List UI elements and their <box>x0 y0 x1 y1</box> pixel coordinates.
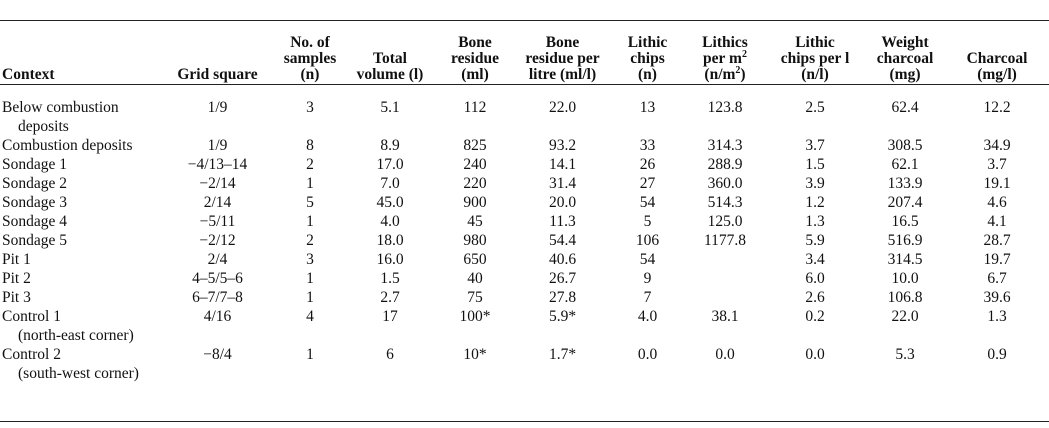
cell-samples: 1 <box>306 175 314 192</box>
cell-lithic-chips-per-l: 2.5 <box>805 99 825 116</box>
cell-weight-charcoal: 133.9 <box>887 175 923 192</box>
cell-grid-square: 1/9 <box>207 99 228 116</box>
cell-samples: 3 <box>306 99 314 116</box>
table-row <box>0 136 1049 155</box>
table-row <box>0 269 1049 288</box>
cell-lithic-chips-per-l: 3.4 <box>805 251 825 268</box>
context-label: Sondage 1 <box>2 156 68 173</box>
cell-bone-residue-per-litre: 26.7 <box>548 270 577 287</box>
cell-weight-charcoal: 62.4 <box>891 99 919 116</box>
cell-charcoal-mg-l: 34.9 <box>983 137 1011 154</box>
header-line: Lithic <box>627 34 668 51</box>
cell-lithics-per-m2 <box>685 288 765 307</box>
context-label: Sondage 5 <box>2 232 68 249</box>
cell-bone-residue-per-litre: 54.4 <box>548 232 577 249</box>
cell-bone-residue-per-litre: 31.4 <box>548 175 577 192</box>
context-label: Pit 3 <box>2 289 31 306</box>
header-bone-residue-per-litre <box>515 21 610 86</box>
cell-bone-residue-per-litre: 93.2 <box>548 137 577 154</box>
cell-charcoal-mg-l: 19.7 <box>983 251 1011 268</box>
table-row <box>0 231 1049 250</box>
header-line: Charcoal <box>966 50 1028 67</box>
table-row <box>0 212 1049 231</box>
table-row <box>0 174 1049 193</box>
cell-bone-residue-per-litre: 14.1 <box>548 156 577 173</box>
cell-total-volume: 18.0 <box>376 232 404 249</box>
context-sublabel: (south-west corner) <box>18 365 139 382</box>
cell-bone-residue: 240 <box>463 156 487 173</box>
header-context <box>0 21 160 86</box>
header-line: Weight <box>881 34 929 51</box>
header-line: Lithic <box>795 34 835 51</box>
header-line: No. of <box>290 34 330 51</box>
cell-bone-residue: 40 <box>467 270 483 287</box>
bottom-rule <box>0 421 1049 422</box>
cell-weight-charcoal: 62.1 <box>891 156 919 173</box>
cell-grid-square: −2/12 <box>199 232 236 249</box>
cell-weight-charcoal: 10.0 <box>891 270 919 287</box>
header-lithics-per-m2 <box>685 21 765 86</box>
header-line: (n) <box>300 66 320 83</box>
cell-context <box>0 307 160 345</box>
cell-lithics-per-m2: 38.1 <box>711 308 739 325</box>
context-label: Below combustion <box>2 99 119 116</box>
table-row <box>0 155 1049 174</box>
header-line: Bone <box>458 34 492 51</box>
header-line: chips <box>630 50 665 67</box>
table-row <box>0 307 1049 345</box>
context-label: Sondage 2 <box>2 175 68 192</box>
cell-bone-residue-per-litre: 1.7* <box>548 346 577 363</box>
cell-charcoal-mg-l: 3.7 <box>987 156 1007 173</box>
cell-charcoal-mg-l: 0.9 <box>987 346 1007 363</box>
header-line: Context <box>2 66 55 83</box>
cell-lithic-chips: 7 <box>643 289 652 306</box>
cell-bone-residue: 112 <box>463 99 487 116</box>
header-line: (n) <box>638 66 657 83</box>
cell-context <box>0 250 160 269</box>
cell-charcoal-mg-l: 4.1 <box>987 213 1007 230</box>
cell-samples: 4 <box>306 308 314 325</box>
context-label: Sondage 3 <box>2 194 68 211</box>
table-row <box>0 98 1049 136</box>
cell-bone-residue: 825 <box>463 137 487 154</box>
cell-weight-charcoal: 22.0 <box>891 308 919 325</box>
cell-lithic-chips: 54 <box>639 251 656 268</box>
header-line: $(n/m^2)$ <box>704 64 746 83</box>
cell-lithic-chips: 13 <box>639 99 656 116</box>
cell-lithic-chips-per-l: 1.3 <box>805 213 825 230</box>
cell-context <box>0 231 160 250</box>
table-row <box>0 288 1049 307</box>
cell-total-volume: 16.0 <box>376 251 404 268</box>
cell-weight-charcoal: 16.5 <box>891 213 919 230</box>
cell-samples: 3 <box>306 251 314 268</box>
cell-lithic-chips: 26 <box>639 156 656 173</box>
cell-grid-square: −2/14 <box>199 175 236 192</box>
header-grid-square <box>160 21 275 86</box>
cell-context <box>0 136 160 155</box>
cell-context <box>0 345 160 383</box>
cell-lithics-per-m2: 123.8 <box>707 99 743 116</box>
cell-lithics-per-m2: 514.3 <box>707 194 743 211</box>
cell-bone-residue: 75 <box>467 289 483 306</box>
cell-lithic-chips-per-l: 3.7 <box>805 137 825 154</box>
cell-lithics-per-m2: 314.3 <box>707 137 743 154</box>
cell-lithic-chips-per-l: 5.9 <box>805 232 825 249</box>
cell-lithics-per-m2: 1177.8 <box>703 232 747 249</box>
cell-weight-charcoal: 516.9 <box>887 232 923 249</box>
cell-grid-square: −4/13–14 <box>187 156 248 173</box>
context-label: Sondage 4 <box>2 213 68 230</box>
cell-grid-square: 1/9 <box>207 137 228 154</box>
cell-weight-charcoal: 5.3 <box>895 346 915 363</box>
header-row <box>0 21 1049 86</box>
cell-charcoal-mg-l: 4.6 <box>987 194 1007 211</box>
cell-bone-residue-per-litre: 11.3 <box>549 213 576 230</box>
cell-lithic-chips: 5 <box>643 213 652 230</box>
cell-charcoal-mg-l: 12.2 <box>983 99 1011 116</box>
cell-charcoal-mg-l: 39.6 <box>983 289 1011 306</box>
cell-samples: 2 <box>306 232 314 249</box>
header-line: Bone <box>545 34 580 51</box>
context-sublabel: (north-east corner) <box>18 327 134 344</box>
cell-context <box>0 98 160 136</box>
cell-lithics-per-m2 <box>685 269 765 288</box>
context-label: Combustion deposits <box>2 137 133 154</box>
header-charcoal-mg-l <box>945 21 1049 86</box>
cell-charcoal-mg-l: 6.7 <box>987 270 1007 287</box>
cell-lithics-per-m2: 288.9 <box>707 156 743 173</box>
header-line: (mg) <box>889 66 921 83</box>
cell-samples: 5 <box>306 194 314 211</box>
header-line: litre (ml/l) <box>528 66 597 83</box>
header-line: Lithics <box>702 34 748 51</box>
cell-total-volume: 6 <box>386 346 394 363</box>
cell-lithic-chips: 106 <box>635 232 660 249</box>
cell-total-volume: 17 <box>382 308 398 325</box>
cell-bone-residue-per-litre: 40.6 <box>548 251 577 268</box>
cell-lithic-chips-per-l: 1.2 <box>805 194 825 211</box>
cell-samples: 8 <box>306 137 314 154</box>
cell-lithic-chips-per-l: 6.0 <box>805 270 825 287</box>
header-line: residue per <box>525 50 600 67</box>
cell-total-volume: 45.0 <box>376 194 404 211</box>
header-line: (ml) <box>461 66 489 83</box>
table-row <box>0 250 1049 269</box>
header-line: Total <box>373 50 407 67</box>
cell-samples: 1 <box>306 213 314 230</box>
context-label: Pit 1 <box>2 251 31 268</box>
context-label: Pit 2 <box>2 270 31 287</box>
cell-total-volume: 7.0 <box>380 175 400 192</box>
header-line: samples <box>283 50 337 67</box>
cell-lithics-per-m2: 125.0 <box>707 213 743 230</box>
cell-bone-residue: 650 <box>463 251 487 268</box>
header-line: volume (l) <box>356 66 424 83</box>
context-label: Control 1 <box>2 308 61 325</box>
cell-samples: 1 <box>306 270 314 287</box>
cell-samples: 1 <box>306 346 314 363</box>
cell-samples: 2 <box>306 156 314 173</box>
header-line: per $m^2$ <box>703 48 747 67</box>
header-bone-residue <box>435 21 515 86</box>
cell-context <box>0 212 160 231</box>
cell-lithics-per-m2: 0.0 <box>715 346 735 363</box>
table-body <box>0 86 1049 383</box>
cell-weight-charcoal: 207.4 <box>887 194 923 211</box>
cell-lithic-chips: 33 <box>639 137 656 154</box>
cell-total-volume: 1.5 <box>380 270 400 287</box>
spacer-row <box>0 86 1049 98</box>
cell-lithic-chips: 4.0 <box>637 308 658 325</box>
cell-lithic-chips-per-l: 0.0 <box>805 346 825 363</box>
cell-grid-square: −5/11 <box>199 213 236 230</box>
cell-bone-residue-per-litre: 20.0 <box>548 194 577 211</box>
cell-bone-residue: 980 <box>463 232 487 249</box>
context-sublabel: deposits <box>18 118 69 135</box>
cell-lithic-chips: 54 <box>639 194 656 211</box>
cell-charcoal-mg-l: 19.1 <box>983 175 1011 192</box>
cell-samples: 1 <box>306 289 314 306</box>
header-line: chips per l <box>780 50 850 67</box>
cell-bone-residue: 900 <box>463 194 487 211</box>
cell-lithic-chips-per-l: 0.2 <box>805 308 825 325</box>
cell-bone-residue: 220 <box>463 175 487 192</box>
table-row <box>0 345 1049 383</box>
cell-context <box>0 269 160 288</box>
cell-lithic-chips: 9 <box>643 270 652 287</box>
cell-lithic-chips: 27 <box>639 175 656 192</box>
cell-grid-square: 6–7/7–8 <box>192 289 243 306</box>
cell-grid-square: −8/4 <box>203 346 232 363</box>
cell-weight-charcoal: 308.5 <box>887 137 923 154</box>
header-line: Grid square <box>177 66 258 83</box>
cell-lithics-per-m2: 360.0 <box>707 175 743 192</box>
cell-lithic-chips-per-l: 2.6 <box>805 289 825 306</box>
cell-lithic-chips-per-l: 3.9 <box>805 175 825 192</box>
cell-charcoal-mg-l: 28.7 <box>983 232 1011 249</box>
cell-total-volume: 5.1 <box>380 99 400 116</box>
data-table <box>0 21 1049 383</box>
cell-lithic-chips-per-l: 1.5 <box>805 156 825 173</box>
cell-lithics-per-m2 <box>685 250 765 269</box>
header-line: (mg/l) <box>977 66 1017 83</box>
cell-grid-square: 2/14 <box>203 194 232 211</box>
cell-weight-charcoal: 314.5 <box>887 251 923 268</box>
cell-grid-square: 2/4 <box>207 251 228 268</box>
table-row <box>0 193 1049 212</box>
header-samples <box>275 21 345 86</box>
cell-context <box>0 155 160 174</box>
header-line: (n/l) <box>801 66 829 83</box>
cell-bone-residue: 10* <box>463 346 487 363</box>
cell-context <box>0 193 160 212</box>
header-line: residue <box>451 50 499 67</box>
cell-weight-charcoal: 106.8 <box>887 289 923 306</box>
cell-context <box>0 174 160 193</box>
header-weight-charcoal <box>865 21 945 86</box>
cell-bone-residue: 45 <box>467 213 483 230</box>
header-lithic-chips-per-l <box>765 21 865 86</box>
cell-total-volume: 8.9 <box>380 137 400 154</box>
cell-lithic-chips: 0.0 <box>637 346 658 363</box>
header-lithic-chips <box>610 21 685 86</box>
cell-bone-residue-per-litre: 5.9* <box>548 308 577 325</box>
cell-grid-square: 4–5/5–6 <box>192 270 243 287</box>
cell-total-volume: 4.0 <box>380 213 400 230</box>
cell-bone-residue-per-litre: 22.0 <box>548 99 577 116</box>
cell-bone-residue: 100* <box>459 308 491 325</box>
context-label: Control 2 <box>2 346 61 363</box>
cell-bone-residue-per-litre: 27.8 <box>548 289 577 306</box>
header-line: charcoal <box>876 50 934 67</box>
cell-context <box>0 288 160 307</box>
cell-total-volume: 2.7 <box>380 289 400 306</box>
cell-grid-square: 4/16 <box>203 308 232 325</box>
cell-charcoal-mg-l: 1.3 <box>987 308 1007 325</box>
header-total-volume <box>345 21 435 86</box>
cell-total-volume: 17.0 <box>376 156 404 173</box>
